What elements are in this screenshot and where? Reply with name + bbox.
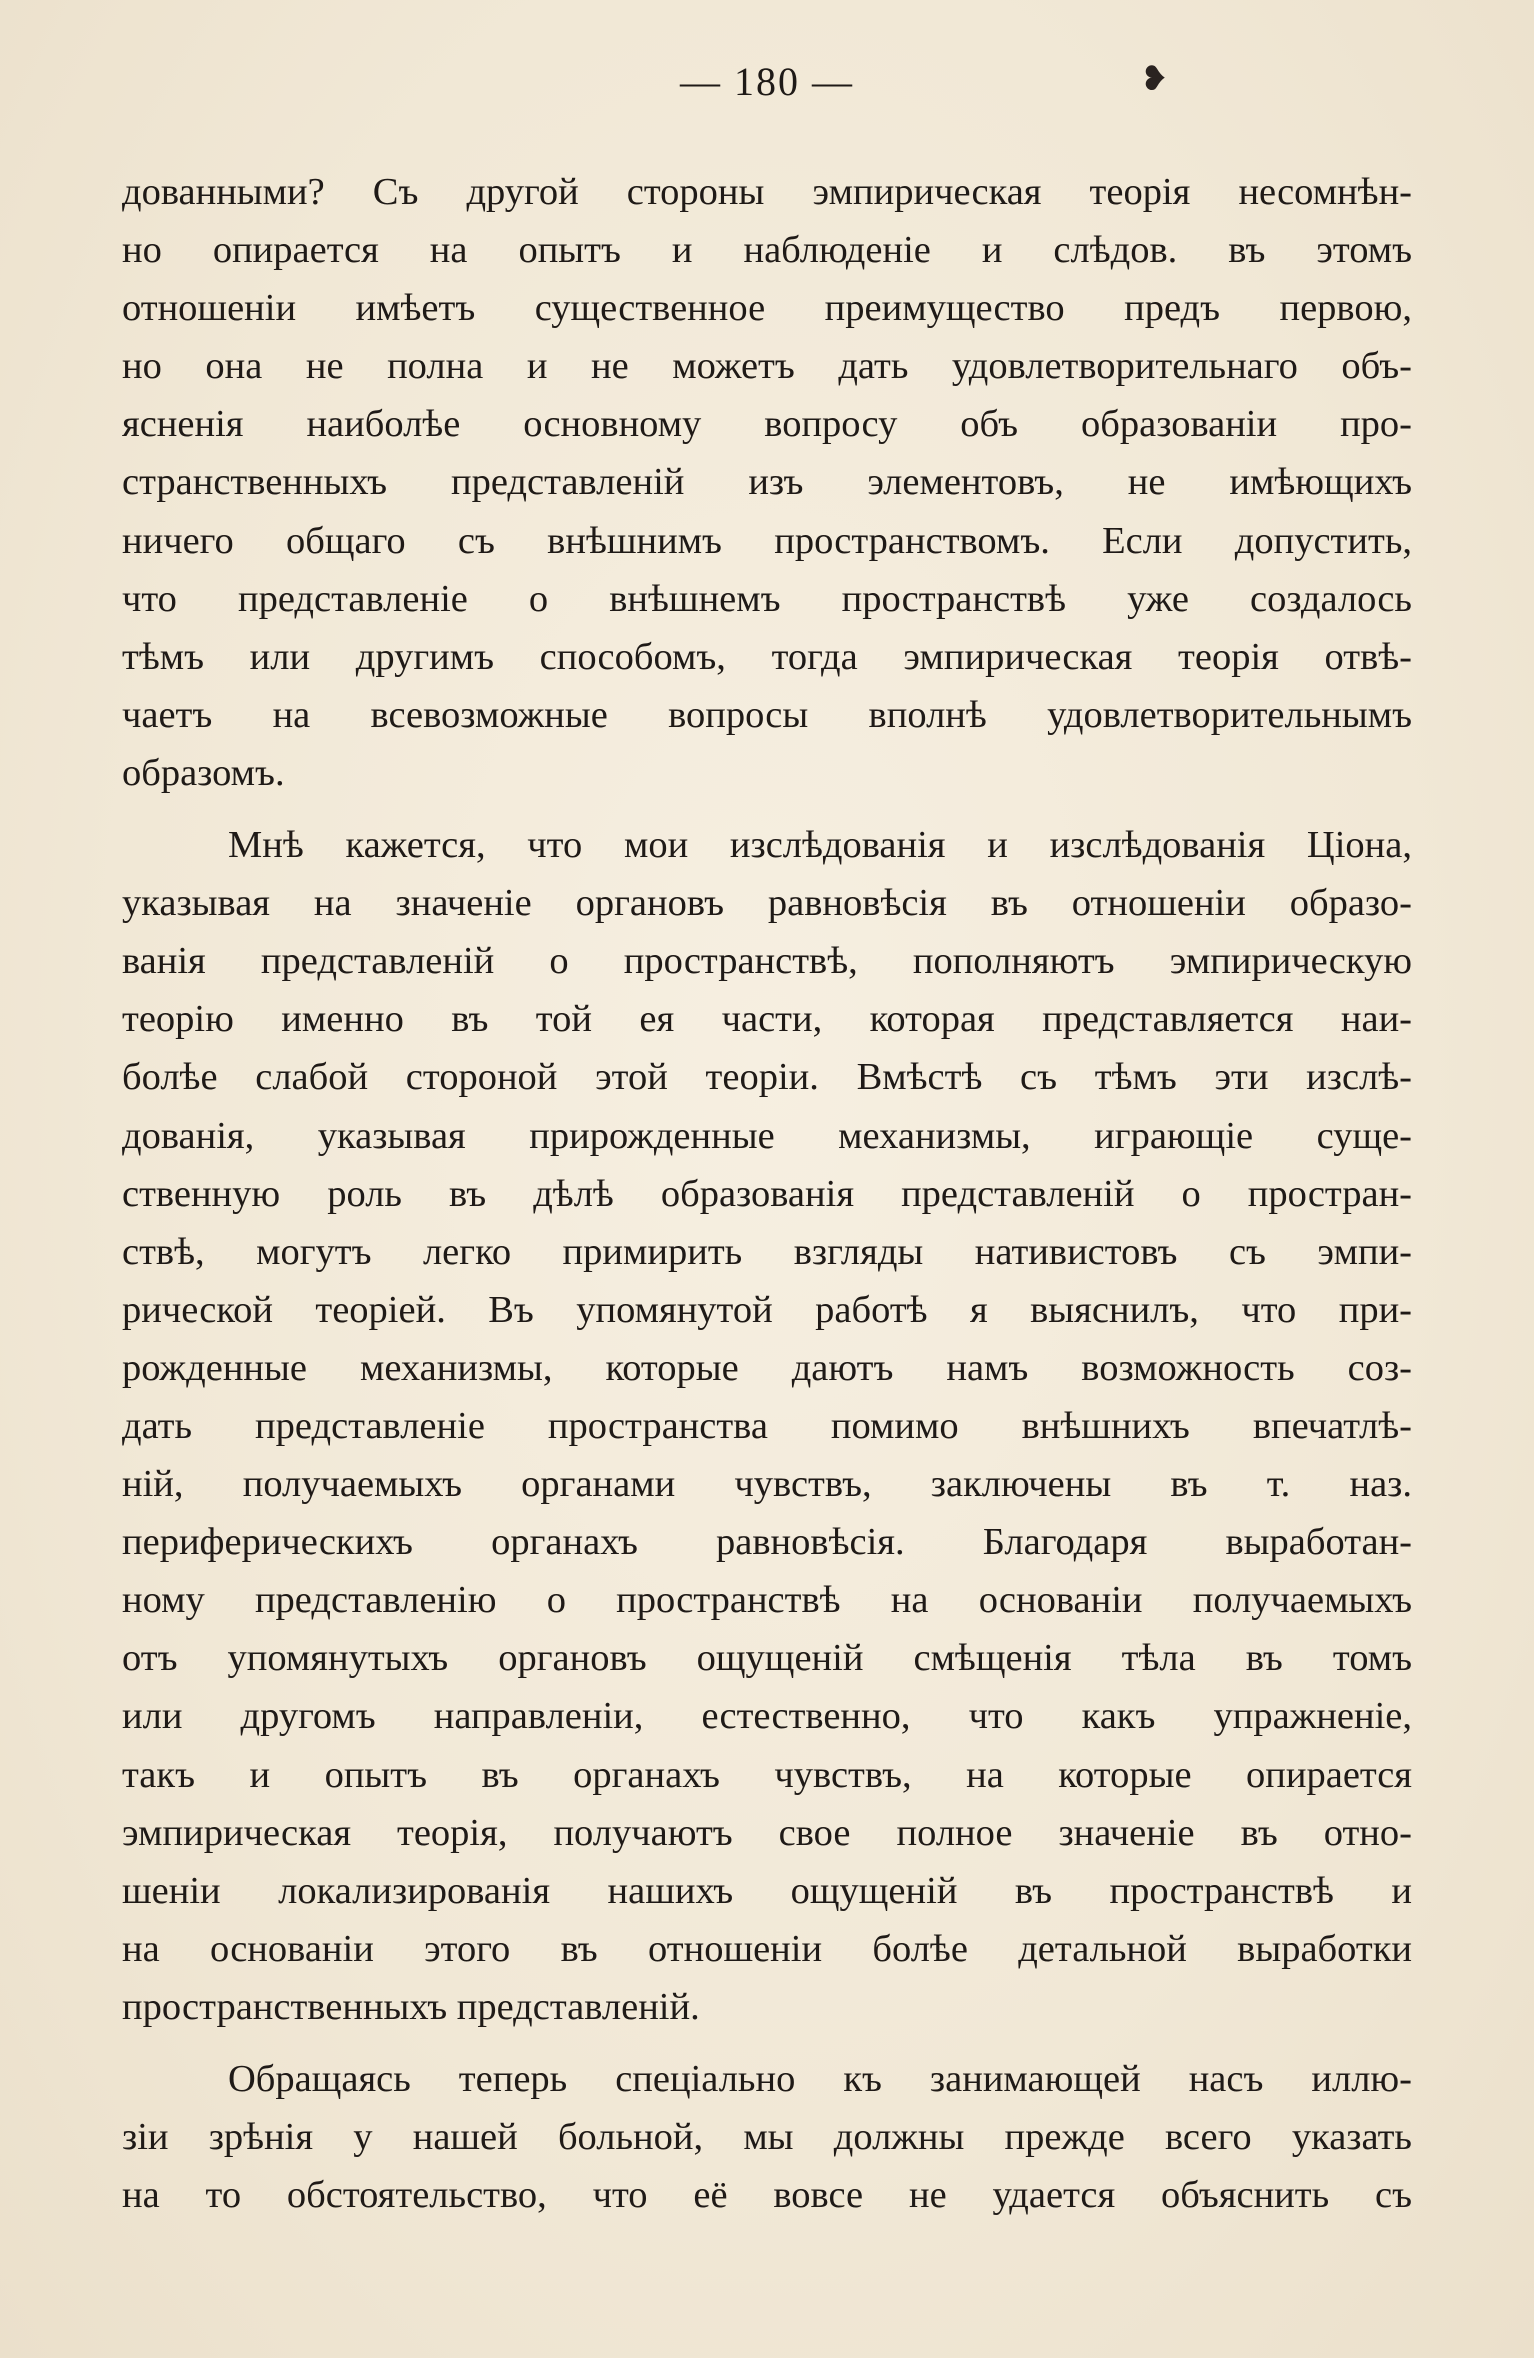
text-line: но опирается на опытъ и наблюденіе и слѣдов. въ этомъ [122,229,1412,272]
text-line: ясненія наиболѣе основному вопросу объ образованіи про- [122,403,1412,446]
text-line: шеніи локализированія нашихъ ощущеній въ пространствѣ и [122,1869,1412,1912]
text-line: ничего общаго съ внѣшнимъ пространствомъ. Если допустить, [122,519,1412,562]
text-line: периферическихъ органахъ равновѣсія. Благодаря выработан- [122,1521,1412,1564]
paragraph-gap [122,2036,1412,2050]
text-line: образомъ. [122,751,285,794]
text-line: отношеніи имѣетъ существенное преимущество предъ первою, [122,287,1412,330]
text-line: ній, получаемыхъ органами чувствъ, заключены въ т. наз. [122,1463,1412,1506]
text-line: отъ упомянутыхъ органовъ ощущеній смѣщенія тѣла въ томъ [122,1637,1412,1680]
text-line: или другомъ направленіи, естественно, что какъ упражненіе, [122,1695,1412,1738]
paragraph [122,2050,1412,2224]
text-line: рожденные механизмы, которые даютъ намъ возможность соз- [122,1346,1412,1389]
text-line: чаетъ на всевозможные вопросы вполнѣ удовлетворительнымъ [122,693,1412,736]
ink-mark-icon: ❥ [1140,61,1169,98]
text-line: что представленіе о внѣшнемъ пространствѣ уже создалось [122,577,1412,620]
text-line: тѣмъ или другимъ способомъ, тогда эмпирическая теорія отвѣ- [122,635,1412,678]
text-line: такъ и опытъ въ органахъ чувствъ, на которые опирается [122,1753,1412,1796]
text-line: дованными? Съ другой стороны эмпирическая теорія несомнѣн- [122,171,1412,213]
text-line: ванія представленій о пространствѣ, пополняютъ эмпирическую [122,940,1412,983]
paragraph [122,163,1412,802]
text-line: ствѣ, могутъ легко примирить взгляды нативистовъ съ эмпи- [122,1230,1412,1273]
text-line: дать представленіе пространства помимо внѣшнихъ впечатлѣ- [122,1404,1412,1447]
text-line: эмпирическая теорія, получаютъ свое полное значеніе въ отно- [122,1811,1412,1854]
text-line: зіи зрѣнія у нашей больной, мы должны прежде всего указать [122,2116,1412,2159]
text-line: пространственныхъ представленій. [122,1985,700,2028]
text-line: ственную роль въ дѣлѣ образованія представленій о простран- [122,1172,1412,1215]
text-line: Мнѣ кажется, что мои изслѣдованія и изслѣдованія Ціона, [228,824,1412,867]
text-line: болѣе слабой стороной этой теоріи. Вмѣстѣ съ тѣмъ эти изслѣ- [122,1056,1412,1099]
paragraph-gap [122,802,1412,816]
text-line: теорію именно въ той ея части, которая представляется наи- [122,998,1412,1041]
text-line: ному представленію о пространствѣ на основаніи получаемыхъ [122,1579,1412,1622]
text-line: указывая на значеніе органовъ равновѣсія въ отношеніи образо- [122,882,1412,925]
text-line: на то обстоятельство, что её вовсе не удается объяснить съ [122,2174,1412,2217]
page-number: — 180 — [680,59,854,104]
text-line: странственныхъ представленій изъ элементовъ, не имѣющихъ [122,461,1412,504]
paragraph [122,816,1412,2036]
text-line: дованія, указывая прирожденные механизмы, играющіе суще- [122,1114,1412,1157]
body-text [122,163,1412,2224]
text-line: рической теоріей. Въ упомянутой работѣ я выяснилъ, что при- [122,1288,1412,1331]
text-line: но она не полна и не можетъ дать удовлетворительнаго объ- [122,345,1412,388]
text-line: на основаніи этого въ отношеніи болѣе детальной выработки [122,1927,1412,1970]
text-line: Обращаясь теперь спеціально къ занимающей насъ иллю- [228,2058,1412,2100]
